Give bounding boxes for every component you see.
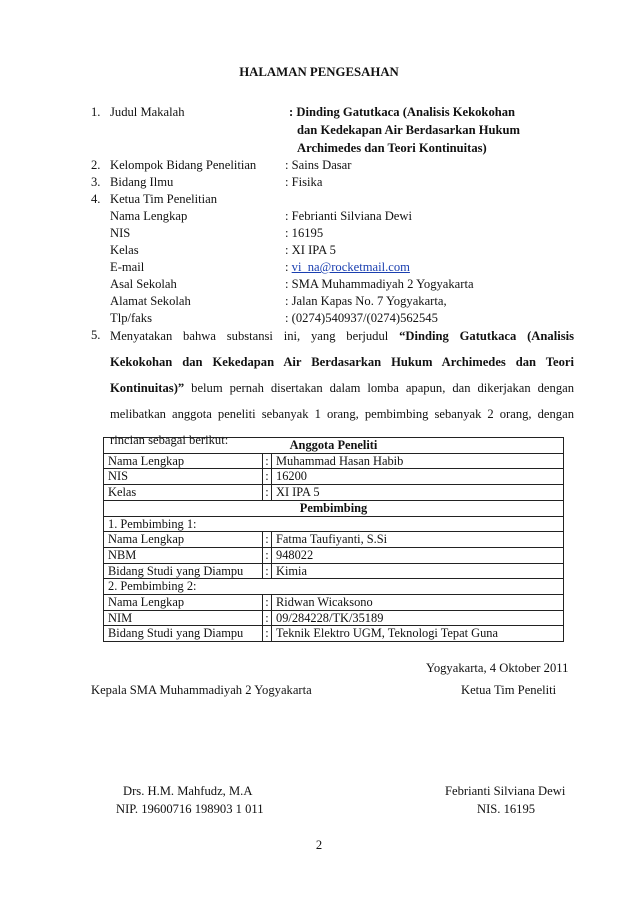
pembimbing2-title: 2. Pembimbing 2:	[104, 579, 564, 595]
item-number: 1.	[91, 105, 101, 119]
right-sign-role: Ketua Tim Peneliti	[461, 683, 557, 697]
item-number: 3.	[91, 175, 101, 189]
pembimbing1-title: 1. Pembimbing 1:	[104, 516, 564, 532]
right-sign-name: Febrianti Silviana Dewi	[445, 784, 566, 798]
item-value: : Fisika	[285, 175, 323, 189]
left-sign-id: NIP. 19600716 198903 1 011	[116, 802, 264, 816]
left-sign-name: Drs. H.M. Mahfudz, M.A	[123, 784, 253, 798]
table-row: Bidang Studi yang Diampu : Teknik Elektro UGM, Teknologi Tepat Guna	[104, 626, 564, 642]
judul-line-2: dan Kedekapan Air Berdasarkan Hukum	[297, 123, 521, 137]
table-row: Nama Lengkap : Fatma Taufiyanti, S.Si	[104, 532, 564, 548]
item-label: Bidang Ilmu	[110, 175, 174, 189]
left-sign-role: Kepala SMA Muhammadiyah 2 Yogyakarta	[91, 683, 312, 697]
page-title: HALAMAN PENGESAHAN	[239, 65, 399, 79]
table-row: NIM : 09/284228/TK/35189	[104, 610, 564, 626]
table-row: Nama Lengkap : Ridwan Wicaksono	[104, 595, 564, 611]
judul-line-3: Archimedes dan Teori Kontinuitas)	[297, 141, 487, 155]
table-row: Bidang Studi yang Diampu : Kimia	[104, 563, 564, 579]
item-label: Ketua Tim Penelitian	[110, 192, 218, 206]
judul-line-1: Dinding Gatutkaca (Analisis Kekokohan	[296, 105, 516, 119]
email-link[interactable]: vi_na@rocketmail.com	[291, 260, 410, 274]
page-number: 2	[315, 838, 323, 852]
table-row: Kelas : XI IPA 5	[104, 485, 564, 501]
anggota-header: Anggota Peneliti	[104, 438, 564, 454]
place-date: Yogyakarta, 4 Oktober 2011	[426, 661, 569, 675]
pernyataan-paragraph: Menyatakan bahwa substansi ini, yang berjudul “Dinding Gatutkaca (Analisis Kekokohan dan Kekedapan Air Berdasarkan Hukum Archimedes dan Teori Kontinuitas)” belum pernah disertakan dalam lomba apapun, dan dikerjakan dengan melibatkan anggota peneliti sebanyak 1 orang, pembimbing sebanyak 2 orang, dengan rincian sebagai berikut:	[110, 329, 575, 447]
item-number: 2.	[91, 158, 101, 172]
table-row: Nama Lengkap : Muhammad Hasan Habib	[104, 453, 564, 469]
pembimbing-header: Pembimbing	[104, 500, 564, 516]
item-label: Judul Makalah	[110, 105, 185, 119]
table-row: NIS : 16200	[104, 469, 564, 485]
rincian-table	[103, 437, 564, 642]
item-value-colon: : Dinding Gatutkaca (Analisis Kekokohan	[289, 105, 516, 119]
item-number: 4.	[91, 192, 101, 206]
table-row: NBM : 948022	[104, 547, 564, 563]
right-sign-id: NIS. 16195	[477, 802, 536, 816]
item-value: : Sains Dasar	[285, 158, 352, 172]
item-label: Kelompok Bidang Penelitian	[110, 158, 257, 172]
